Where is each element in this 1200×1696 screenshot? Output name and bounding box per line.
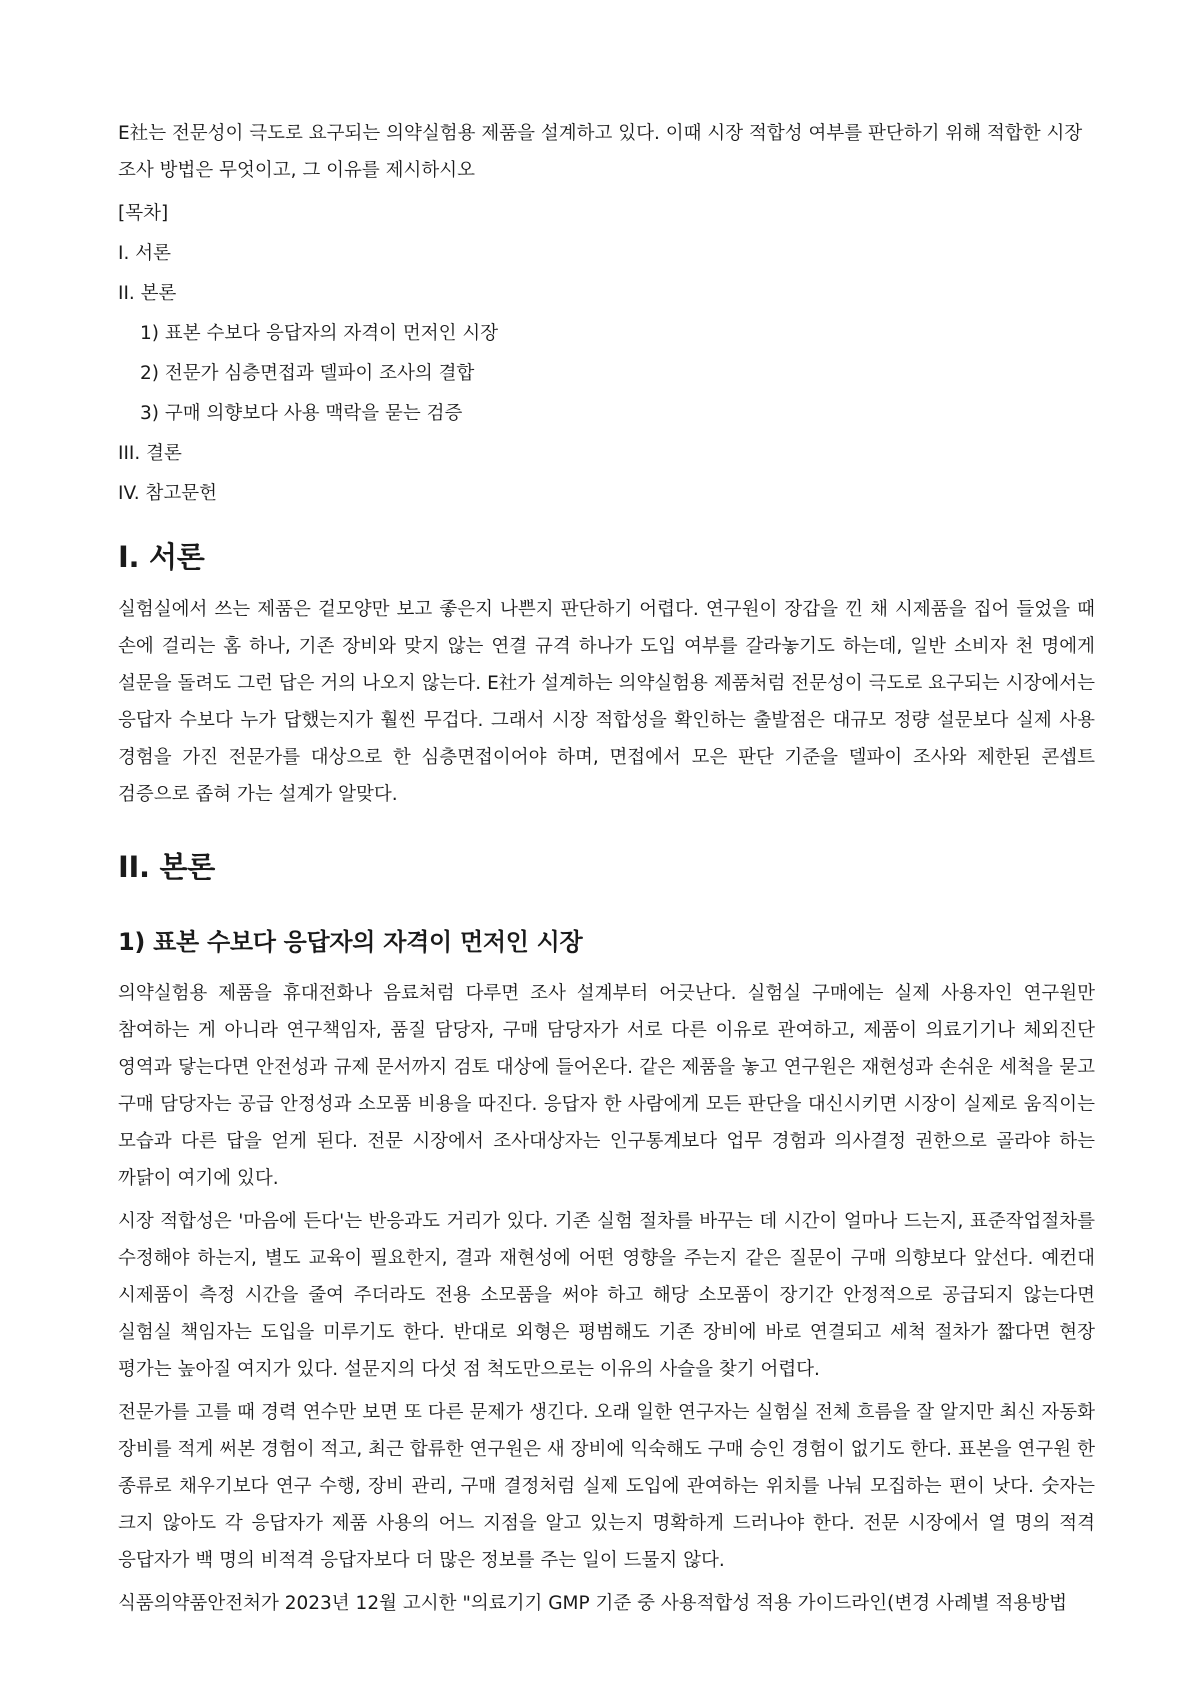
toc-subitem: 3) 구매 의향보다 사용 맥락을 묻는 검증 — [140, 403, 463, 424]
table-of-contents — [118, 201, 1095, 507]
toc-item: IV. 참고문헌 — [118, 483, 217, 504]
toc-item: II. 본론 — [118, 283, 177, 304]
toc-heading: [목차] — [118, 203, 169, 224]
section-heading-body: II. 본론 — [118, 850, 215, 884]
intro-paragraph: 실험실에서 쓰는 제품은 겉모양만 보고 좋은지 나쁜지 판단하기 어렵다. 연구원이 장갑을 낀 채 시제품을 집어 들었을 때 손에 걸리는 홈 하나, 기존 장비와 맞지 않는 연결 규격 하나가 도입 여부를 갈라놓기도 하는데, 일반 소비자 천 명에게 설문을 돌려도 그런 답은 거의 나오지 않는다. E社가 설계하는 의약실험용 제품처럼 전문성이 극도로 요구되는 시장에서는 응답자 수보다 누가 답했는지가 훨씬 무겁다. 그래서 시장 적합성을 확인하는 출발점은 대규모 정량 설문보다 실제 사용 경험을 가진 전문가를 대상으로 한 심층면접이어야 하며, 면접에서 모은 판단 기준을 델파이 조사와 제한된 콘셉트 검증으로 좁혀 가는 설계가 알맞다. — [118, 599, 1095, 805]
toc-item: III. 결론 — [118, 443, 182, 464]
question-prompt: E社는 전문성이 극도로 요구되는 의약실험용 제품을 설계하고 있다. 이때 시장 적합성 여부를 판단하기 위해 적합한 시장 조사 방법은 무엇이고, 그 이유를 제시하시오 — [118, 123, 1083, 181]
body-paragraph: 시장 적합성은 '마음에 든다'는 반응과도 거리가 있다. 기존 실험 절차를 바꾸는 데 시간이 얼마나 드는지, 표준작업절차를 수정해야 하는지, 별도 교육이 필요한지, 결과 재현성에 어떤 영향을 주는지 같은 질문이 구매 의향보다 앞선다. 예컨대 시제품이 측정 시간을 줄여 주더라도 전용 소모품을 써야 하고 해당 소모품이 장기간 안정적으로 공급되지 않는다면 실험실 책임자는 도입을 미루기도 한다. 반대로 외형은 평범해도 기존 장비에 바로 연결되고 세척 절차가 짧다면 현장 평가는 높아질 여지가 있다. 설문지의 다섯 점 척도만으로는 이유의 사슬을 찾기 어렵다. — [118, 1211, 1095, 1380]
section-heading-intro: I. 서론 — [118, 540, 205, 574]
toc-subitem: 2) 전문가 심층면접과 델파이 조사의 결합 — [140, 363, 475, 384]
body-paragraph: 식품의약품안전처가 2023년 12월 고시한 "의료기기 GMP 기준 중 사용적합성 적용 가이드라인(변경 사례별 적용방법 — [118, 1593, 1067, 1614]
body-paragraph: 의약실험용 제품을 휴대전화나 음료처럼 다루면 조사 설계부터 어긋난다. 실험실 구매에는 실제 사용자인 연구원만 참여하는 게 아니라 연구책임자, 품질 담당자, 구매 담당자가 서로 다른 이유로 관여하고, 제품이 의료기기나 체외진단 영역과 닿는다면 안전성과 규제 문서까지 검토 대상에 들어온다. 같은 제품을 놓고 연구원은 재현성과 손쉬운 세척을 묻고 구매 담당자는 공급 안정성과 소모품 비용을 따진다. 응답자 한 사람에게 모든 판단을 대신시키면 시장이 실제로 움직이는 모습과 다른 답을 얻게 된다. 전문 시장에서 조사대상자는 인구통계보다 업무 경험과 의사결정 권한으로 골라야 하는 까닭이 여기에 있다. — [118, 983, 1095, 1189]
body-paragraph: 전문가를 고를 때 경력 연수만 보면 또 다른 문제가 생긴다. 오래 일한 연구자는 실험실 전체 흐름을 잘 알지만 최신 자동화 장비를 적게 써본 경험이 적고, 최근 합류한 연구원은 새 장비에 익숙해도 구매 승인 경험이 없기도 한다. 표본을 연구원 한 종류로 채우기보다 연구 수행, 장비 관리, 구매 결정처럼 실제 도입에 관여하는 위치를 나눠 모집하는 편이 낫다. 숫자는 크지 않아도 각 응답자가 제품 사용의 어느 지점을 알고 있는지 명확하게 드러나야 한다. 전문 시장에서 열 명의 적격 응답자가 백 명의 비적격 응답자보다 더 많은 정보를 주는 일이 드물지 않다. — [118, 1402, 1095, 1571]
toc-subitem: 1) 표본 수보다 응답자의 자격이 먼저인 시장 — [140, 323, 499, 344]
subsection-heading-1: 1) 표본 수보다 응답자의 자격이 먼저인 시장 — [118, 928, 583, 956]
toc-item: I. 서론 — [118, 243, 171, 264]
